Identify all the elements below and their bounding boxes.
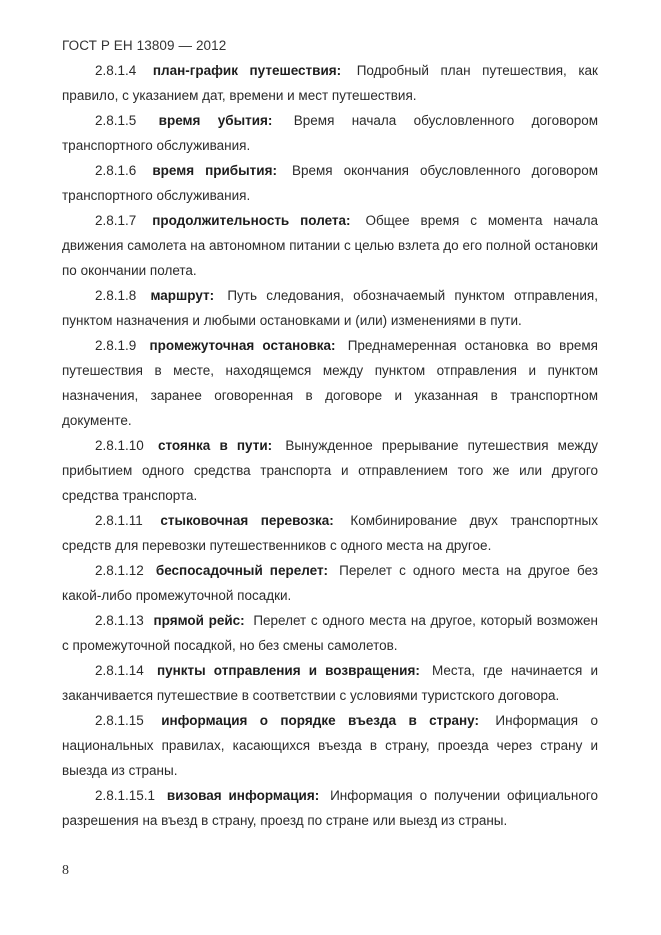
clause-number: 2.8.1.12	[95, 563, 144, 578]
definition-text: Преднамеренная остановка во время путешествия в месте, находящемся между пунктом отправления и пунктом назначения, заранее оговоренная в договоре и указанная в транспортном документе.	[62, 338, 598, 428]
definition-entry	[62, 433, 598, 508]
definition-text: Информация о национальных правилах, касающихся въезда в страну, проезда через страну и выезда из страны.	[62, 713, 598, 778]
definition-text: Время окончания обусловленного договором транспортного обслуживания.	[62, 163, 598, 203]
definition-text: Перелет с одного места на другое без какой-либо промежуточной посадки.	[62, 563, 598, 603]
clause-number: 2.8.1.11	[95, 513, 143, 528]
definition-entry	[62, 708, 598, 783]
definition-entry	[62, 333, 598, 433]
definition-text: Путь следования, обозначаемый пунктом отправления, пунктом назначения и любыми остановками и (или) изменениями в пути.	[62, 288, 598, 328]
definition-text: Подробный план путешествия, как правило, с указанием дат, времени и мест путешествия.	[62, 63, 598, 103]
definition-text: Комбинирование двух транспортных средств для перевозки путешественников с одного места на другое.	[62, 513, 598, 553]
term: прямой рейс:	[153, 613, 245, 628]
clause-number: 2.8.1.6	[95, 163, 137, 178]
definition-text: Места, где начинается и заканчивается путешествие в соответствии с условиями туристского договора.	[62, 663, 598, 703]
definition-entry	[62, 283, 598, 333]
term: маршрут:	[150, 288, 215, 303]
term: стоянка в пути:	[157, 438, 273, 453]
term: время убытия:	[158, 113, 273, 128]
term: беспосадочный перелет:	[155, 563, 329, 578]
definition-text: Время начала обусловленного договором транспортного обслуживания.	[62, 113, 598, 153]
page-number: 8	[62, 863, 69, 878]
term: визовая информация:	[166, 788, 320, 803]
clause-number: 2.8.1.14	[95, 663, 144, 678]
definition-entry	[62, 58, 598, 108]
definition-entry	[62, 508, 598, 558]
clause-number: 2.8.1.15	[95, 713, 144, 728]
definition-entry	[62, 158, 598, 208]
standard-designation: ГОСТ Р ЕН 13809 — 2012	[62, 38, 227, 53]
definition-text: Вынужденное прерывание путешествия между прибытием одного средства транспорта и отправлением того же или другого средства транспорта.	[62, 438, 598, 503]
definition-entry	[62, 558, 598, 608]
clause-number: 2.8.1.4	[95, 63, 137, 78]
term: промежуточная остановка:	[149, 338, 336, 353]
definition-entry	[62, 108, 598, 158]
definition-text: Общее время с момента начала движения самолета на автономном питании с целью взлета до его полной остановки по окончании полета.	[62, 213, 598, 278]
definition-entry	[62, 783, 598, 833]
term: пункты отправления и возвращения:	[156, 663, 420, 678]
definitions-list	[62, 58, 598, 833]
definition-entry	[62, 608, 598, 658]
definition-entry	[62, 208, 598, 283]
term: стыковочная перевозка:	[160, 513, 334, 528]
definition-text: Информация о получении официального разрешения на въезд в страну, проезд по стране или выезд из страны.	[62, 788, 598, 828]
clause-number: 2.8.1.10	[95, 438, 144, 453]
term: информация о порядке въезда в страну:	[161, 713, 480, 728]
clause-number: 2.8.1.7	[95, 213, 137, 228]
clause-number: 2.8.1.8	[95, 288, 137, 303]
term: план-график путешествия:	[152, 63, 342, 78]
term: время прибытия:	[152, 163, 277, 178]
clause-number: 2.8.1.13	[95, 613, 144, 628]
clause-number: 2.8.1.15.1	[95, 788, 156, 803]
definition-text: Перелет с одного места на другое, который возможен с промежуточной посадкой, но без смены самолетов.	[62, 613, 598, 653]
term: продолжительность полета:	[152, 213, 351, 228]
definition-entry	[62, 658, 598, 708]
clause-number: 2.8.1.9	[95, 338, 137, 353]
clause-number: 2.8.1.5	[95, 113, 137, 128]
